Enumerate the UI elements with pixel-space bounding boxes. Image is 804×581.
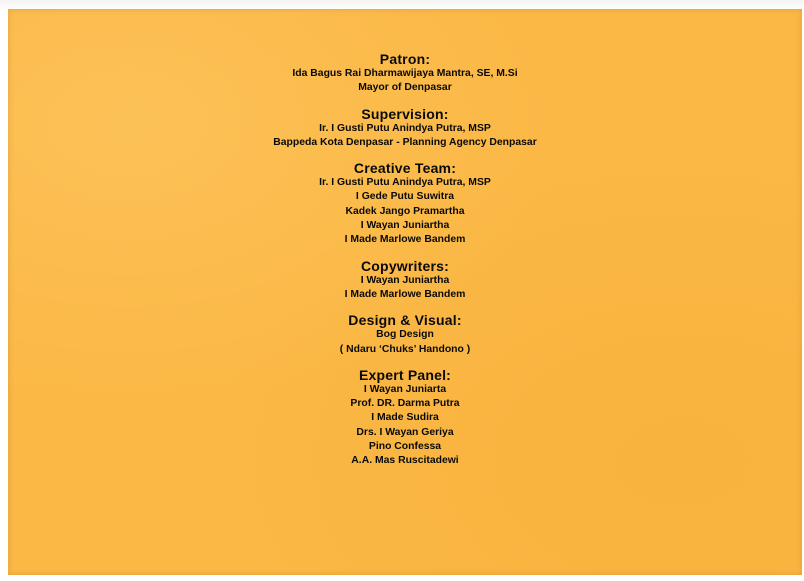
section-heading: Creative Team: <box>353 160 457 177</box>
credit-line: I Made Marlowe Bandem <box>344 288 466 300</box>
section-patron <box>8 51 802 96</box>
section-heading: Patron: <box>379 51 431 67</box>
credit-line: A.A. Mas Ruscitadewi <box>351 455 459 467</box>
credit-line: I Wayan Juniartha <box>360 220 450 232</box>
credit-line: I Wayan Juniartha <box>360 274 450 286</box>
credit-line: Ida Bagus Rai Dharmawijaya Mantra, SE, M.Si <box>292 68 518 79</box>
section-creative-team <box>8 160 802 247</box>
section-heading: Supervision: <box>361 105 449 122</box>
credit-line: I Gede Putu Suwitra <box>355 191 455 203</box>
credit-line: Ir. I Gusti Putu Anindya Putra, MSP <box>319 177 491 189</box>
credit-line: Prof. DR. Darma Putra <box>350 398 460 410</box>
credit-line: Mayor of Denpasar <box>358 82 452 94</box>
credit-line: ( Ndaru ‘Chuks’ Handono ) <box>339 343 471 355</box>
credit-line: Drs. I Wayan Geriya <box>356 426 454 438</box>
credit-line: Kadek Jango Pramartha <box>345 205 465 217</box>
section-heading: Design & Visual: <box>348 312 462 329</box>
credit-line: I Wayan Juniarta <box>363 383 447 395</box>
section-design-visual <box>8 312 802 357</box>
section-expert-panel <box>8 367 802 469</box>
credit-line: Pino Confessa <box>368 441 442 453</box>
credit-line: Bappeda Kota Denpasar - Planning Agency Denpasar <box>273 136 537 148</box>
section-heading: Copywriters: <box>361 257 449 274</box>
credits-page <box>8 9 802 575</box>
section-supervision <box>8 106 802 151</box>
credit-line: Bog Design <box>376 329 434 341</box>
section-heading: Expert Panel: <box>358 366 452 383</box>
section-copywriters <box>8 258 802 303</box>
credits-list <box>8 51 802 469</box>
credit-line: I Made Marlowe Bandem <box>344 234 466 246</box>
credit-line: I Made Sudira <box>371 412 439 424</box>
credit-line: Ir. I Gusti Putu Anindya Putra, MSP <box>319 122 491 134</box>
